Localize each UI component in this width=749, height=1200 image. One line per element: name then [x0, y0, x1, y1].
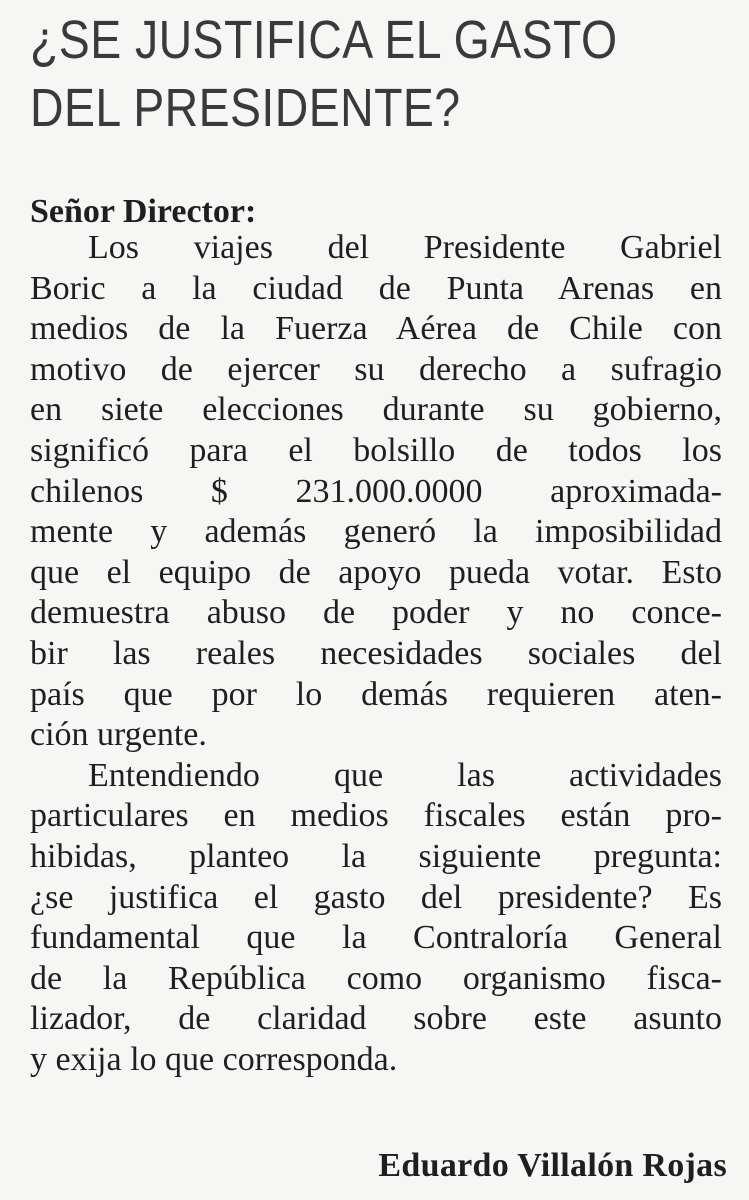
text-line: fundamental que la Contraloría General: [30, 919, 722, 957]
text-line: Los viajes del Presidente Gabriel: [88, 229, 722, 266]
paragraph-1: [30, 228, 722, 756]
letter-body: [30, 228, 722, 1080]
text-line: motivo de ejercer su derecho a sufragio: [30, 350, 722, 388]
text-line: hibidas, planteo la siguiente pregunta:: [30, 837, 722, 875]
text-line: en siete elecciones durante su gobierno,: [30, 391, 722, 429]
signature: Eduardo Villalón Rojas: [378, 1147, 727, 1184]
text-line: demuestra abuso de poder y no conce-: [30, 594, 722, 632]
text-line: que el equipo de apoyo pueda votar. Esto: [30, 553, 722, 591]
text-line: medios de la Fuerza Aérea de Chile con: [30, 310, 722, 348]
headline-line: ¿SE JUSTIFICA EL GASTO: [30, 10, 618, 70]
text-line: de la República como organismo fisca-: [30, 959, 722, 997]
text-line: bir las reales necesidades sociales del: [30, 634, 722, 672]
text-line: lizador, de claridad sobre este asunto: [30, 1000, 722, 1038]
paragraph-2: [30, 756, 722, 1081]
text-line: país que por lo demás requieren aten-: [30, 675, 722, 713]
text-line: chilenos $ 231.000.0000 aproximada-: [30, 472, 722, 510]
headline: [30, 6, 632, 142]
text-line: Boric a la ciudad de Punta Arenas en: [30, 269, 722, 307]
text-line: ción urgente.: [30, 716, 207, 754]
text-line: particulares en medios fiscales están pro-: [30, 797, 722, 835]
text-line: mente y además generó la imposibilidad: [30, 513, 722, 551]
text-line: ¿se justifica el gasto del presidente? Es: [30, 878, 722, 916]
text-line: y exija lo que corresponda.: [30, 1040, 398, 1078]
headline-line: DEL PRESIDENTE?: [30, 78, 461, 138]
text-line: significó para el bolsillo de todos los: [30, 431, 722, 469]
text-line: Entendiendo que las actividades: [88, 756, 722, 794]
salutation: Señor Director:: [30, 193, 257, 230]
